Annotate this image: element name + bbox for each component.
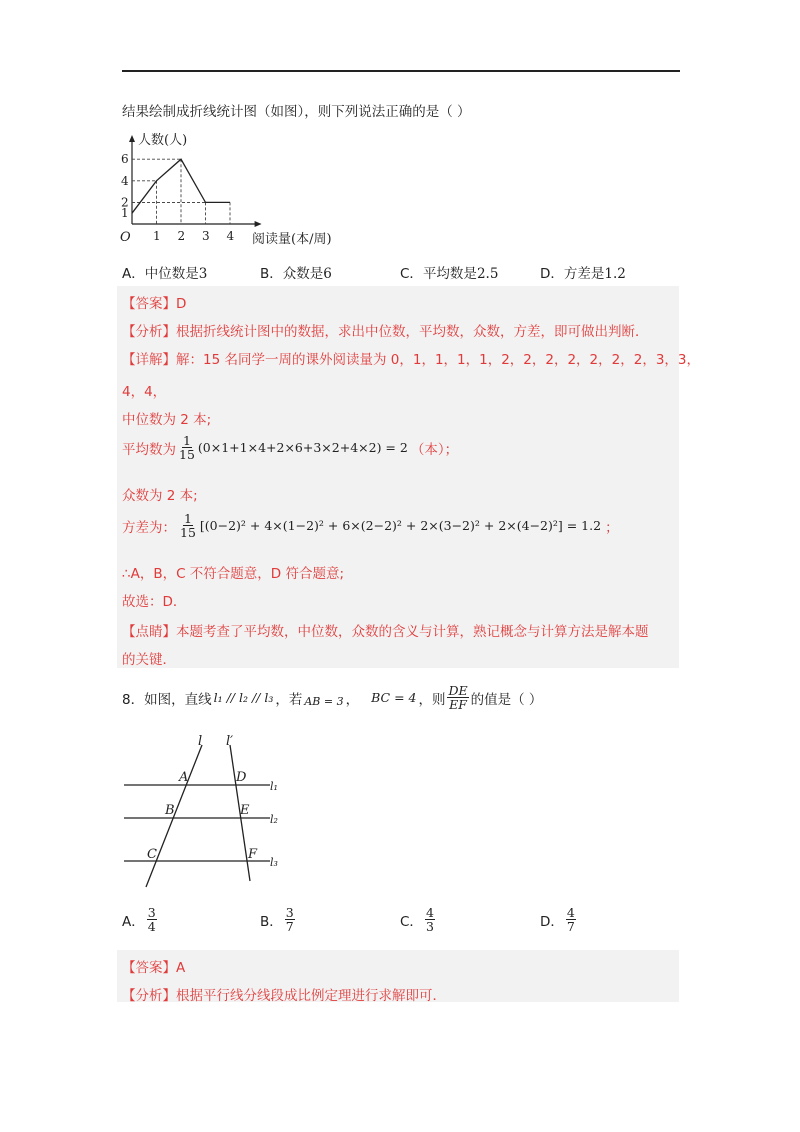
option-text: 平均数是 [422, 266, 477, 282]
x-tick-label: 2 [177, 229, 186, 243]
point-a: A [179, 770, 189, 785]
y-tick-label: 1 [121, 206, 129, 221]
q7-option-c[interactable] [400, 262, 498, 282]
q8-bc-value: BC = 4 [371, 690, 417, 706]
x-axis-arrow [255, 221, 262, 227]
mean-frac-den: 15 [179, 447, 195, 463]
q8-stem [122, 684, 542, 711]
mean-label: 平均数为 [122, 441, 176, 458]
q7-median: 中位数为 2 本; [122, 412, 212, 428]
q7-detail-line2: 4，4， [122, 384, 167, 400]
q8-ab-value: AB = 3 [304, 695, 344, 709]
x-tick-label: 1 [153, 229, 161, 243]
q7-stem: 结果绘制成折线统计图（如图），则下列说法正确的是（ ） [122, 104, 471, 120]
x-tick-label: 4 [226, 229, 235, 243]
option-num: 4 [566, 905, 575, 920]
q8-parallel-figure [118, 735, 298, 895]
q8-parallel-lines: l₁ // l₂ // l₃ [213, 690, 274, 706]
point-c: C [147, 847, 157, 862]
option-den: 4 [147, 919, 156, 935]
q7-variance-line [122, 512, 619, 539]
label-l: l [198, 735, 203, 749]
option-den: 7 [285, 919, 294, 935]
option-den: 3 [425, 919, 434, 935]
option-fraction [425, 906, 435, 933]
q8-stem-fraction [447, 684, 468, 711]
mean-expression: (0×1+1×4+2×6+3×2+4×2) = 2 [197, 440, 408, 456]
option-value: 3 [198, 266, 208, 282]
variance-expression: [(0−2)² + 4×(1−2)² + 6×(2−2)² + 2×(3−2)² + 2×(4−2)²] = 1.2 [199, 518, 602, 534]
option-letter: B． [260, 266, 283, 282]
point-e: E [240, 803, 250, 818]
y-axis-label: 人数(人) [138, 133, 188, 148]
q7-option-d[interactable] [540, 262, 626, 282]
q7-mean-line [122, 434, 458, 461]
option-fraction [285, 906, 295, 933]
label-l1: l₁ [270, 780, 278, 793]
label-l3: l₃ [270, 856, 278, 869]
variance-label: 方差为： [122, 519, 176, 536]
q7-line-chart [112, 126, 362, 252]
q7-choose: 故选：D． [122, 594, 187, 610]
point-b: B [165, 803, 175, 818]
variance-frac-num: 1 [183, 511, 192, 526]
option-num: 3 [147, 905, 156, 920]
q7-therefore: ∴A，B，C 不符合题意，D 符合题意; [122, 566, 345, 582]
point-f: F [248, 847, 258, 862]
q8-option-d[interactable] [540, 906, 576, 933]
q8-answer: 【答案】A [122, 960, 186, 976]
q8-stem-part: ， [345, 691, 360, 708]
q8-stem-part: 8．如图，直线 [122, 691, 212, 708]
option-letter: B． [260, 913, 283, 930]
origin-label: O [120, 230, 131, 245]
q7-option-b[interactable] [260, 262, 332, 282]
q8-analysis: 【分析】根据平行线分线段成比例定理进行求解即可． [122, 988, 446, 1004]
y-tick-label: 2 [121, 195, 129, 210]
q7-comment-line2: 的关键． [122, 652, 176, 668]
q7-detail-line1: 【详解】解：15 名同学一周的课外阅读量为 0，1，1，1，1，2，2，2，2，2，2，2，3，3， [122, 352, 701, 368]
mean-unit: （本）； [410, 441, 459, 458]
q8-stem-part: ，则 [418, 691, 446, 708]
q7-solution-box [117, 286, 679, 668]
q7-analysis: 【分析】根据折线统计图中的数据，求出中位数，平均数，众数，方差，即可做出判断． [122, 324, 649, 340]
variance-end: ； [605, 519, 619, 536]
q8-stem-part: ，若 [275, 691, 303, 708]
q8-option-a[interactable] [122, 906, 157, 933]
q7-mode: 众数为 2 本; [122, 488, 198, 504]
option-letter: A． [122, 913, 145, 930]
option-letter: D． [540, 266, 564, 282]
q8-option-b[interactable] [260, 906, 295, 933]
y-axis-arrow [129, 135, 135, 142]
q8-option-c[interactable] [400, 906, 435, 933]
option-fraction [147, 906, 157, 933]
variance-frac-den: 15 [180, 525, 196, 541]
option-value: 6 [323, 266, 332, 282]
option-letter: C． [400, 913, 423, 930]
y-tick-label: 4 [121, 173, 129, 188]
label-l2: l₂ [270, 813, 278, 826]
y-tick-label: 6 [121, 152, 129, 167]
label-l-prime: l′ [226, 735, 234, 749]
option-fraction [566, 906, 576, 933]
option-letter: D． [540, 913, 564, 930]
option-den: 7 [566, 919, 575, 935]
header-rule [122, 70, 680, 72]
point-d: D [236, 770, 247, 785]
option-letter: A． [122, 266, 145, 282]
option-num: 3 [285, 905, 294, 920]
option-text: 中位数是 [144, 266, 199, 282]
q8-frac-den: EF [449, 697, 467, 713]
option-text: 众数是 [282, 266, 324, 282]
variance-fraction [180, 512, 196, 539]
option-letter: C． [400, 266, 423, 282]
q7-option-a[interactable] [122, 262, 207, 282]
q7-comment-line1: 【点睛】本题考查了平均数，中位数，众数的含义与计算，熟记概念与计算方法是解本题 [122, 624, 649, 640]
q7-answer: 【答案】D [122, 296, 187, 312]
x-axis-label: 阅读量(本/周) [252, 232, 332, 247]
option-text: 方差是 [563, 266, 605, 282]
option-value: 2.5 [476, 266, 499, 282]
q8-frac-num: DE [448, 683, 468, 698]
x-tick-label: 3 [202, 229, 210, 243]
option-num: 4 [425, 905, 434, 920]
option-value: 1.2 [604, 266, 626, 282]
mean-frac-num: 1 [182, 433, 191, 448]
mean-fraction [179, 434, 195, 461]
q8-stem-part: 的值是（ ） [470, 691, 543, 708]
